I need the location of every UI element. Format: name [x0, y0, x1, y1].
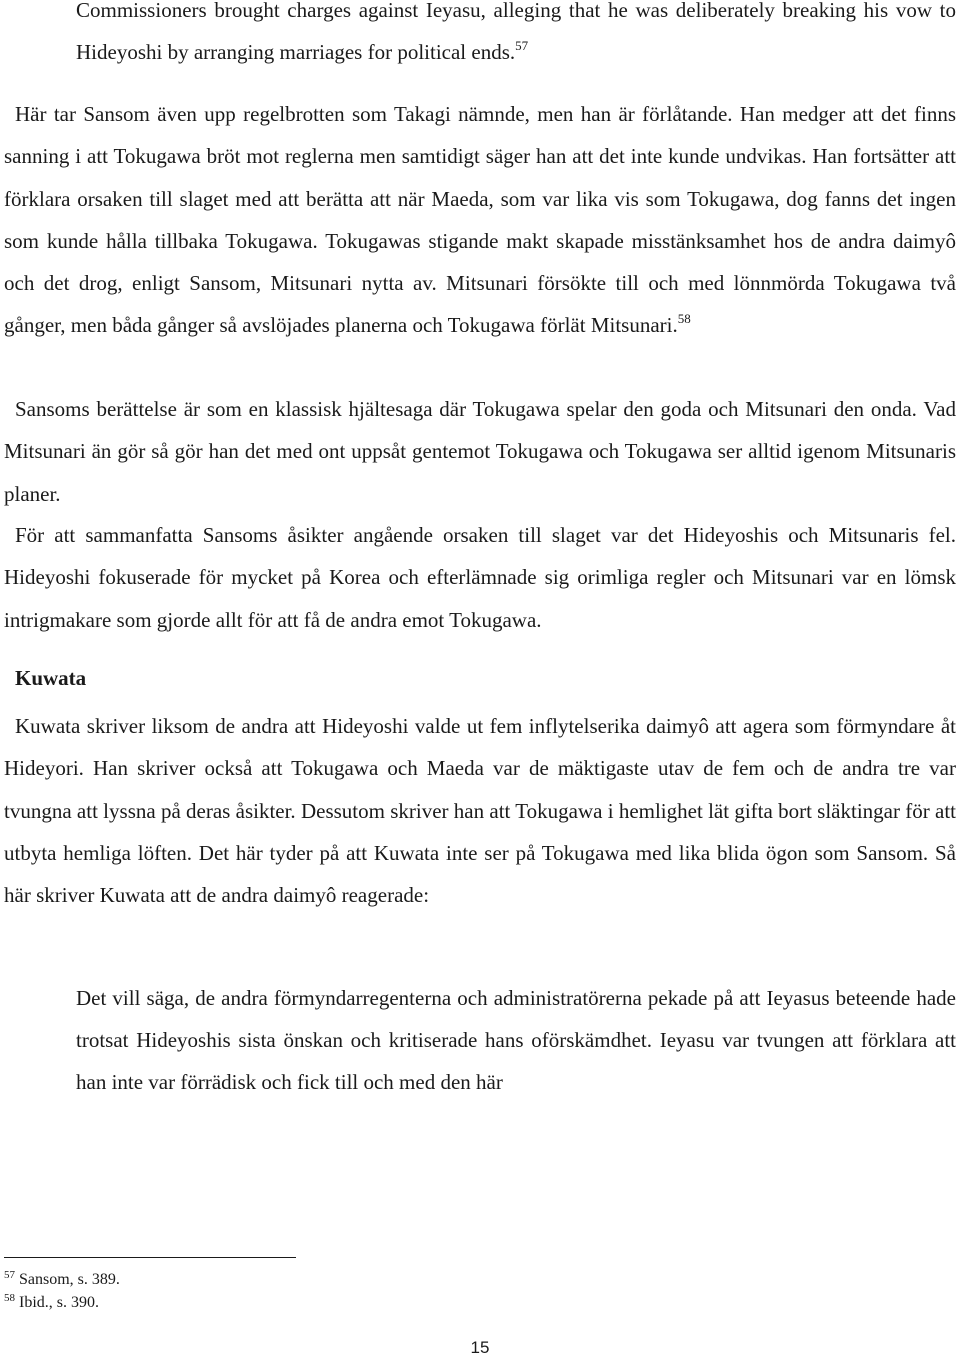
- paragraph-text: Commissioners brought charges against Ieyasu, alleging that he was deliberately breaking his vow to Hideyoshi by arranging marriages for political ends.: [76, 0, 956, 65]
- footnote-ref-58: 58: [677, 311, 691, 327]
- footnote-number: 57: [4, 1269, 15, 1281]
- footnote-text: Ibid., s. 390.: [19, 1294, 99, 1311]
- footnote-separator: [4, 1257, 296, 1258]
- paragraph-text: Här tar Sansom även upp regelbrotten som Takagi nämnde, men han är förlåtande. Han medger att det finns sanning i att Tokugawa bröt mot reglerna men samtidigt säger han att det inte kunde undvikas. Han fortsätter att förklara orsaken till slaget med att berätta att när Maeda, som var lika vis som Tokugawa, dog fanns det ingen som kunde hålla tillbaka Tokugawa. Tokugawas stigande makt skapade misstänksamhet hos de andra daimyô och det drog, enligt Sansom, Mitsunari nytta av. Mitsunari försökte till och med lönnmörda Tokugawa två gånger, men båda gånger så avslöjades planerna och Tokugawa förlät Mitsunari.: [4, 102, 956, 338]
- footnote-number: 58: [4, 1292, 15, 1304]
- block-quote: Det vill säga, de andra förmyndarregenterna och administratörerna pekade på att Ieyasus beteende hade trotsat Hideyoshis sista önskan och kritiserade hans oförskämdhet. Ieyasu var tvungen att förklara att han inte var förrädisk och fick till och med den här: [76, 986, 956, 1094]
- paragraph-continuation: [76, 0, 956, 74]
- paragraph-sansom-rules: [4, 93, 956, 347]
- footnote-text: Sansom, s. 389.: [19, 1271, 120, 1288]
- section-heading: Kuwata: [15, 666, 87, 690]
- paragraph-kuwata: Kuwata skriver liksom de andra att Hideyoshi valde ut fem inflytelserika daimyô att agera som förmyndare åt Hideyori. Han skriver också att Tokugawa och Maeda var de mäktigaste utav de fem och de andra tre var tvungna att lyssna på deras åsikter. Dessutom skriver han att Tokugawa i hemlighet lät gifta bort släktingar för att utbyta hemliga löften. Det här tyder på att Kuwata inte ser på Tokugawa med lika blida ögon som Sansom. Så här skriver Kuwata att de andra daimyô reagerade:: [4, 714, 956, 908]
- paragraph-hero-saga: Sansoms berättelse är som en klassisk hjältesaga där Tokugawa spelar den goda och Mitsunari den onda. Vad Mitsunari än gör så gör han det med ont uppsåt gentemot Tokugawa och Tokugawa ser alltid igenom Mitsunaris planer.: [4, 397, 956, 506]
- footnote-item: [4, 1268, 120, 1291]
- footnote-item: [4, 1291, 120, 1314]
- page-number: 15: [470, 1338, 490, 1357]
- footnote-ref-57: 57: [515, 38, 529, 54]
- footnotes: [4, 1268, 120, 1314]
- paragraph-summary: För att sammanfatta Sansoms åsikter angående orsaken till slaget var det Hideyoshis och Mitsunaris fel. Hideyoshi fokuserade för mycket på Korea och efterlämnade sig orimliga regler och Mitsunari var en lömsk intrigmakare som gjorde allt för att få de andra emot Tokugawa.: [4, 523, 956, 632]
